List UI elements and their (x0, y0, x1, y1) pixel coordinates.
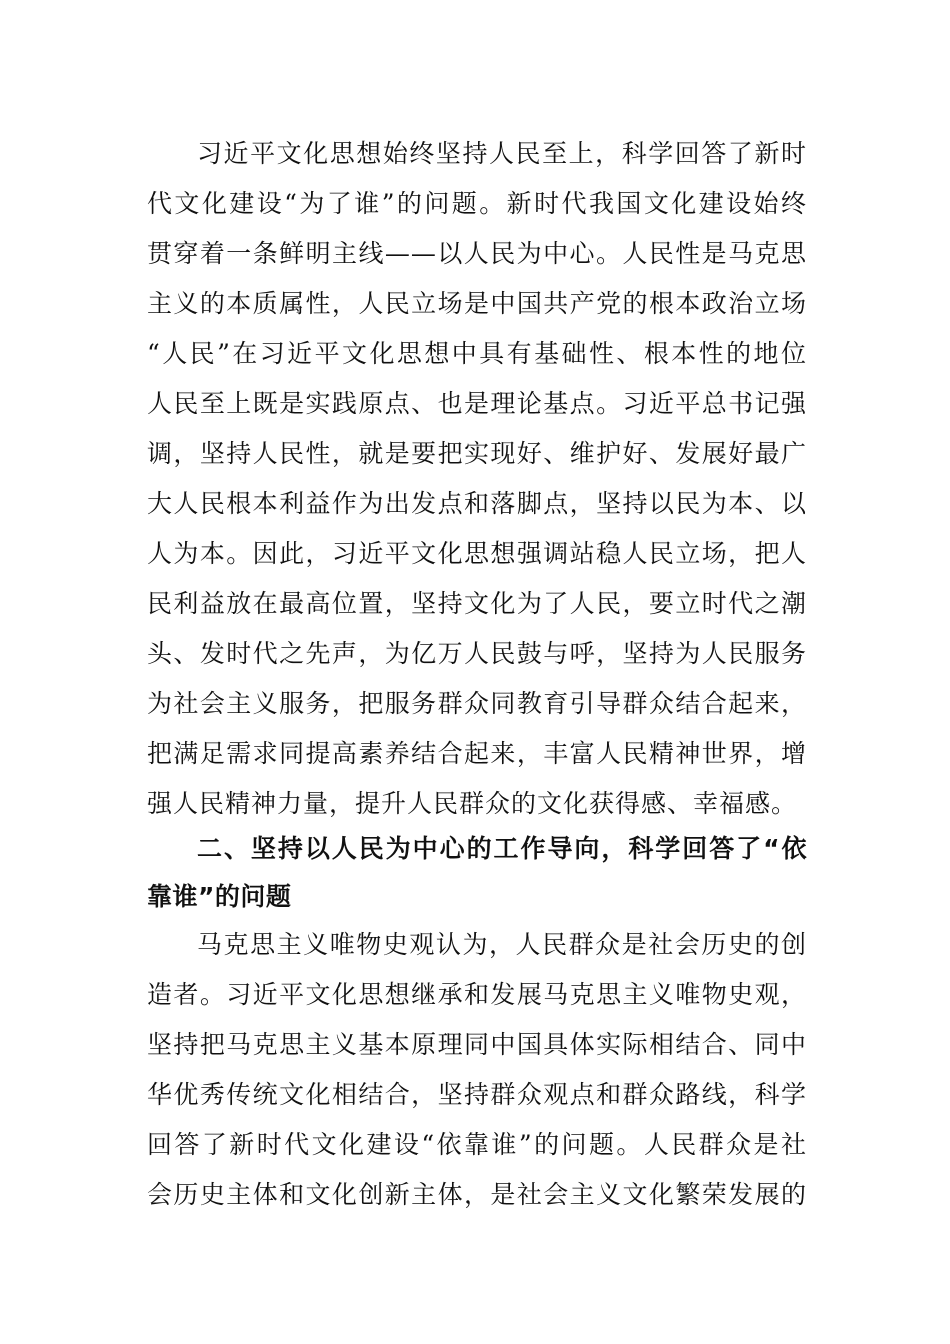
paragraph-line: “人民”在习近平文化思想中具有基础性、根本性的地位 (147, 339, 807, 368)
paragraph-line: 人民至上既是实践原点、也是理论基点。习近平总书记强 (147, 389, 807, 418)
heading-line: 二、坚持以人民为中心的工作导向，科学回答了“依 (197, 834, 807, 863)
paragraph-line: 大人民根本利益作为出发点和落脚点，坚持以民为本、以 (147, 489, 807, 518)
paragraph-line: 民利益放在最高位置，坚持文化为了人民，要立时代之潮 (147, 589, 807, 618)
paragraph-line: 造者。习近平文化思想继承和发展马克思主义唯物史观， (147, 980, 807, 1009)
paragraph-line: 会历史主体和文化创新主体，是社会主义文化繁荣发展的 (147, 1180, 807, 1209)
paragraph-line: 代文化建设“为了谁”的问题。新时代我国文化建设始终 (147, 189, 807, 218)
paragraph-line: 人为本。因此，习近平文化思想强调站稳人民立场，把人 (147, 539, 807, 568)
paragraph-line: 坚持把马克思主义基本原理同中国具体实际相结合、同中 (147, 1030, 807, 1059)
heading-line: 靠谁”的问题 (147, 882, 292, 911)
paragraph-line: 头、发时代之先声，为亿万人民鼓与呼，坚持为人民服务 (147, 639, 807, 668)
paragraph-line: 把满足需求同提高素养结合起来，丰富人民精神世界，增 (147, 739, 807, 768)
paragraph-line: 调，坚持人民性，就是要把实现好、维护好、发展好最广 (147, 439, 807, 468)
paragraph-line: 主义的本质属性，人民立场是中国共产党的根本政治立场 (147, 289, 807, 318)
paragraph-line: 强人民精神力量，提升人民群众的文化获得感、幸福感。 (147, 789, 798, 818)
paragraph-line: 回答了新时代文化建设“依靠谁”的问题。人民群众是社 (147, 1130, 807, 1159)
paragraph-line: 马克思主义唯物史观认为，人民群众是社会历史的创 (197, 930, 807, 959)
paragraph-line: 贯穿着一条鲜明主线——以人民为中心。人民性是马克思 (147, 239, 807, 268)
paragraph-line: 习近平文化思想始终坚持人民至上，科学回答了新时 (197, 139, 807, 168)
paragraph-line: 为社会主义服务，把服务群众同教育引导群众结合起来， (147, 689, 807, 718)
paragraph-line: 华优秀传统文化相结合，坚持群众观点和群众路线，科学 (147, 1080, 807, 1109)
